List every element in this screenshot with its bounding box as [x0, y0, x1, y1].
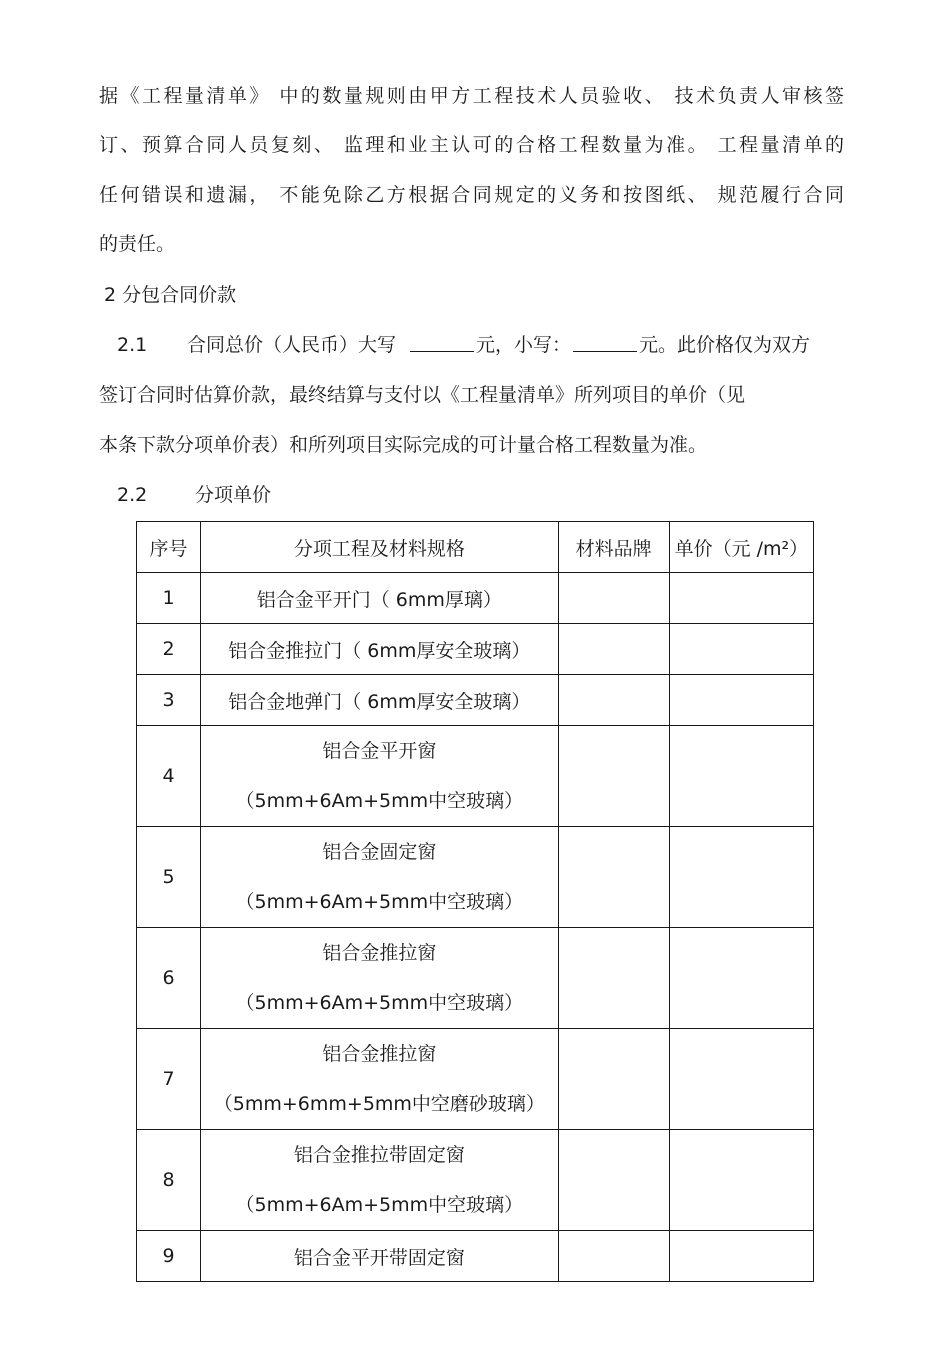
- header-name: 分项工程及材料规格: [201, 522, 559, 573]
- table-row: [137, 1029, 814, 1130]
- header-price: 单价（元 /m²）: [669, 522, 813, 573]
- clause-2-1-number: 2.1: [117, 334, 148, 356]
- header-seq: 序号: [137, 522, 201, 573]
- cell-brand[interactable]: [558, 827, 669, 928]
- table-row: [137, 573, 814, 624]
- table-row: [137, 1130, 814, 1231]
- item-name: 铝合金固定窗: [322, 841, 437, 863]
- cell-seq: 8: [137, 1130, 201, 1231]
- cell-name: 铝合金平开门（ 6mm厚璃）: [201, 573, 559, 624]
- table-row: [137, 726, 814, 827]
- paragraph-line-4: 的责任。: [99, 233, 176, 255]
- cell-seq: 3: [137, 675, 201, 726]
- table-row: [137, 1231, 814, 1282]
- cell-brand[interactable]: [558, 573, 669, 624]
- section-2-title: 2 分包合同价款: [104, 284, 237, 306]
- header-brand: 材料品牌: [558, 522, 669, 573]
- cell-brand[interactable]: [558, 624, 669, 675]
- item-name: 铝合金平开窗: [322, 740, 437, 762]
- amount-words-blank[interactable]: [410, 333, 474, 352]
- cell-brand[interactable]: [558, 1231, 669, 1282]
- item-spec: （5mm+6mm+5mm中空磨砂玻璃）: [213, 1093, 545, 1115]
- item-spec: （5mm+6Am+5mm中空玻璃）: [235, 891, 524, 913]
- table-row: [137, 624, 814, 675]
- cell-name: [201, 827, 559, 928]
- cell-price[interactable]: [669, 1231, 813, 1282]
- clause-2-1-line-3: 本条下款分项单价表）和所列项目实际完成的可计量合格工程数量为准。: [99, 434, 708, 456]
- item-name: 铝合金推拉带固定窗: [293, 1144, 465, 1166]
- cell-price[interactable]: [669, 726, 813, 827]
- cell-brand[interactable]: [558, 726, 669, 827]
- cell-price[interactable]: [669, 624, 813, 675]
- cell-seq: 7: [137, 1029, 201, 1130]
- cell-brand[interactable]: [558, 928, 669, 1029]
- clause-2-1-line-1: [117, 333, 844, 357]
- paragraph-line-2: 订、预算合同人员复刻、 监理和业主认可的合格工程数量为准。 工程量清单的: [99, 134, 844, 156]
- cell-seq: 9: [137, 1231, 201, 1282]
- clause-2-1-line-2: 签订合同时估算价款，最终结算与支付以《工程量清单》所列项目的单价（见: [99, 384, 746, 406]
- paragraph-line-3: 任何错误和遗漏， 不能免除乙方根据合同规定的义务和按图纸、 规范履行合同: [99, 184, 844, 206]
- unit-price-table: [136, 521, 814, 1282]
- table-row: [137, 928, 814, 1029]
- clause-2-1-text-a: 合同总价（人民币）大写: [187, 334, 397, 356]
- cell-brand[interactable]: [558, 1130, 669, 1231]
- cell-seq: 6: [137, 928, 201, 1029]
- clause-2-2-number: 2.2: [117, 484, 148, 506]
- clause-2-1-text-b: 元，小写：: [476, 334, 572, 356]
- cell-price[interactable]: [669, 573, 813, 624]
- item-spec: （5mm+6Am+5mm中空玻璃）: [235, 1194, 524, 1216]
- table-header-row: [137, 522, 814, 573]
- cell-brand[interactable]: [558, 1029, 669, 1130]
- cell-name: [201, 726, 559, 827]
- amount-figures-blank[interactable]: [573, 333, 637, 352]
- paragraph-line-1: 据《工程量清单》 中的数量规则由甲方工程技术人员验收、 技术负责人审核签: [99, 85, 844, 107]
- cell-price[interactable]: [669, 1029, 813, 1130]
- table-row: [137, 827, 814, 928]
- cell-price[interactable]: [669, 928, 813, 1029]
- cell-price[interactable]: [669, 827, 813, 928]
- clause-2-1-text-c: 元。此价格仅为双方: [639, 334, 811, 356]
- clause-2-2-text: 分项单价: [195, 484, 272, 506]
- cell-name: [201, 1130, 559, 1231]
- cell-name: 铝合金平开带固定窗: [201, 1231, 559, 1282]
- item-spec: （5mm+6Am+5mm中空玻璃）: [235, 790, 524, 812]
- cell-seq: 5: [137, 827, 201, 928]
- item-spec: （5mm+6Am+5mm中空玻璃）: [235, 992, 524, 1014]
- cell-price[interactable]: [669, 1130, 813, 1231]
- cell-seq: 1: [137, 573, 201, 624]
- cell-name: 铝合金地弹门（ 6mm厚安全玻璃）: [201, 675, 559, 726]
- cell-name: 铝合金推拉门（ 6mm厚安全玻璃）: [201, 624, 559, 675]
- table-row: [137, 675, 814, 726]
- cell-brand[interactable]: [558, 675, 669, 726]
- cell-name: [201, 928, 559, 1029]
- cell-seq: 4: [137, 726, 201, 827]
- cell-seq: 2: [137, 624, 201, 675]
- item-name: 铝合金推拉窗: [322, 942, 437, 964]
- item-name: 铝合金推拉窗: [322, 1043, 437, 1065]
- cell-name: [201, 1029, 559, 1130]
- clause-2-2-title: [117, 483, 271, 507]
- cell-price[interactable]: [669, 675, 813, 726]
